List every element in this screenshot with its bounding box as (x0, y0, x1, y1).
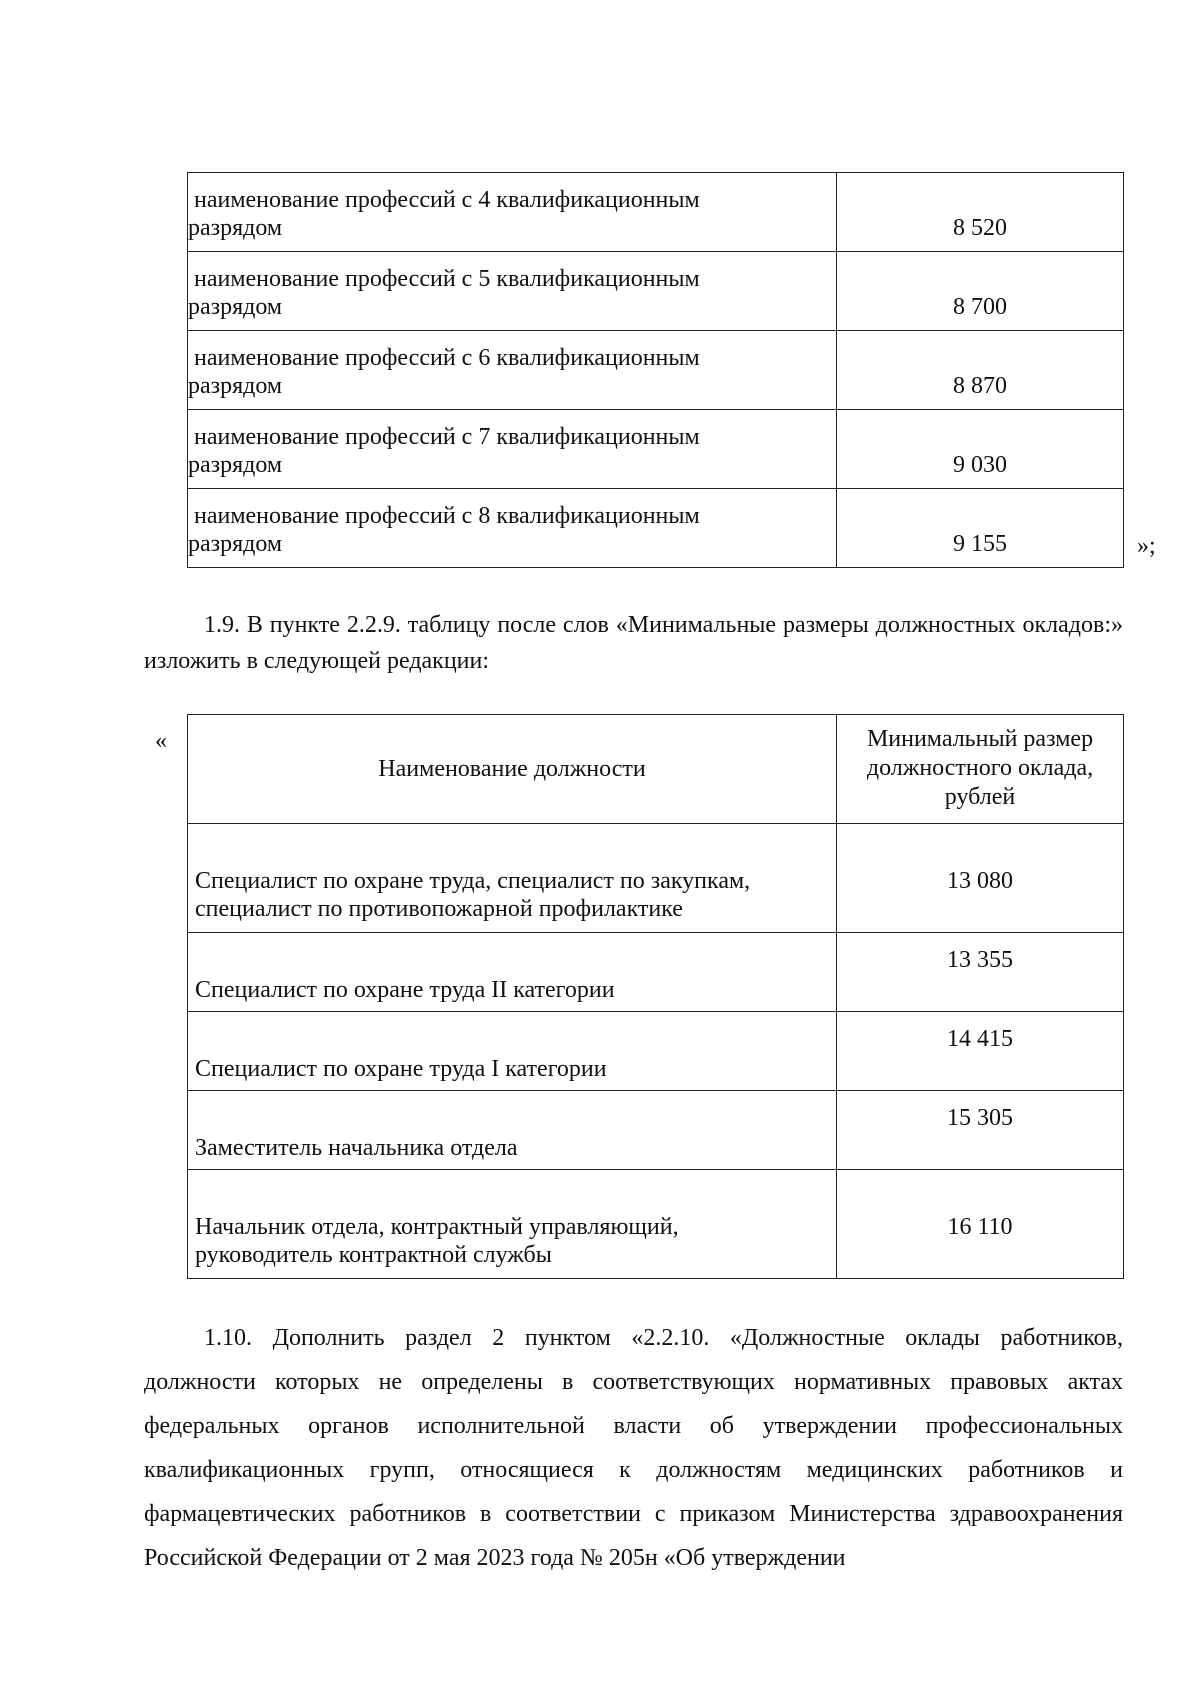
profession-name-line2: разрядом (188, 215, 283, 241)
salary-value: 8 520 (953, 215, 1007, 241)
paragraph-1-9: 1.9. В пункте 2.2.9. таблицу после слов «Минимальные размеры должностных окладов:» изложить в следующей редакции: (144, 612, 1123, 674)
profession-cell (188, 252, 837, 331)
table-row (188, 331, 1124, 410)
salary-cell (837, 1170, 1124, 1279)
salary-value: 13 355 (947, 947, 1013, 973)
opening-quote-mark: « (155, 728, 167, 754)
position-cell (188, 1170, 837, 1279)
header-salary-line: Минимальный размер (866, 726, 1094, 752)
position-cell (188, 1012, 837, 1091)
salary-cell (837, 252, 1124, 331)
salary-value: 16 110 (947, 1214, 1013, 1240)
profession-name-line1: наименование профессий с 6 квалификационным (194, 345, 700, 371)
profession-cell (188, 489, 837, 568)
positions-salary-table (187, 714, 1124, 1279)
salary-cell (837, 410, 1124, 489)
position-cell (188, 933, 837, 1012)
header-salary-label (837, 725, 1123, 812)
salary-value: 13 080 (947, 868, 1013, 894)
salary-cell (837, 824, 1124, 933)
salary-value: 8 700 (953, 294, 1007, 320)
profession-name-line2: разрядом (188, 373, 283, 399)
position-name-line: Начальник отдела, контрактный управляющий, (195, 1214, 679, 1240)
table-header-row (188, 715, 1124, 824)
header-salary-cell (837, 715, 1124, 824)
closing-quote-mark: »; (1137, 533, 1156, 559)
profession-name-line1: наименование профессий с 4 квалификационным (194, 187, 700, 213)
table-row (188, 1091, 1124, 1170)
salary-value: 14 415 (947, 1026, 1013, 1052)
salary-value: 9 155 (953, 531, 1007, 557)
table-row (188, 824, 1124, 933)
header-position-cell (188, 715, 837, 824)
salary-value: 8 870 (953, 373, 1007, 399)
salary-cell (837, 1012, 1124, 1091)
table-row (188, 1170, 1124, 1279)
position-name-line: Заместитель начальника отдела (195, 1135, 518, 1161)
position-name-line: Специалист по охране труда I категории (195, 1056, 607, 1082)
profession-name-line2: разрядом (188, 452, 283, 478)
profession-name-line1: наименование профессий с 7 квалификационным (194, 424, 700, 450)
position-name-line: специалист по противопожарной профилактике (195, 896, 683, 922)
table-row (188, 252, 1124, 331)
salary-cell (837, 331, 1124, 410)
table-row (188, 1012, 1124, 1091)
professions-salary-table (187, 172, 1124, 568)
position-name-line: Специалист по охране труда, специалист по закупкам, (195, 868, 751, 894)
profession-name-line2: разрядом (188, 531, 283, 557)
profession-name-line2: разрядом (188, 294, 283, 320)
position-cell (188, 824, 837, 933)
salary-value: 15 305 (947, 1105, 1013, 1131)
table-row (188, 410, 1124, 489)
profession-name-line1: наименование профессий с 8 квалификационным (194, 503, 700, 529)
header-salary-line: рублей (944, 784, 1016, 810)
profession-cell (188, 410, 837, 489)
profession-cell (188, 331, 837, 410)
position-cell (188, 1091, 837, 1170)
salary-cell (837, 933, 1124, 1012)
salary-cell (837, 1091, 1124, 1170)
position-name-line: руководитель контрактной службы (195, 1242, 552, 1268)
salary-cell (837, 173, 1124, 252)
table-row (188, 933, 1124, 1012)
paragraph-1-10: 1.10. Дополнить раздел 2 пунктом «2.2.10. «Должностные оклады работников, должности которых не определены в соответствующих нормативных правовых актах федеральных органов исполнительной власти об утверждении профессиональных квалификационных групп, относящиеся к должностям медицинских работников и фармацевтических работников в соответствии с приказом Министерства здравоохранения Российской Федерации от 2 мая 2023 года № 205н «Об утверждении (144, 1325, 1123, 1571)
header-position-name: Наименование должности (378, 756, 646, 782)
profession-cell (188, 173, 837, 252)
table-row (188, 489, 1124, 568)
salary-cell (837, 489, 1124, 568)
salary-value: 9 030 (953, 452, 1007, 478)
header-salary-line: должностного оклада, (866, 755, 1094, 781)
table-row (188, 173, 1124, 252)
profession-name-line1: наименование профессий с 5 квалификационным (194, 266, 700, 292)
position-name-line: Специалист по охране труда II категории (195, 977, 615, 1003)
